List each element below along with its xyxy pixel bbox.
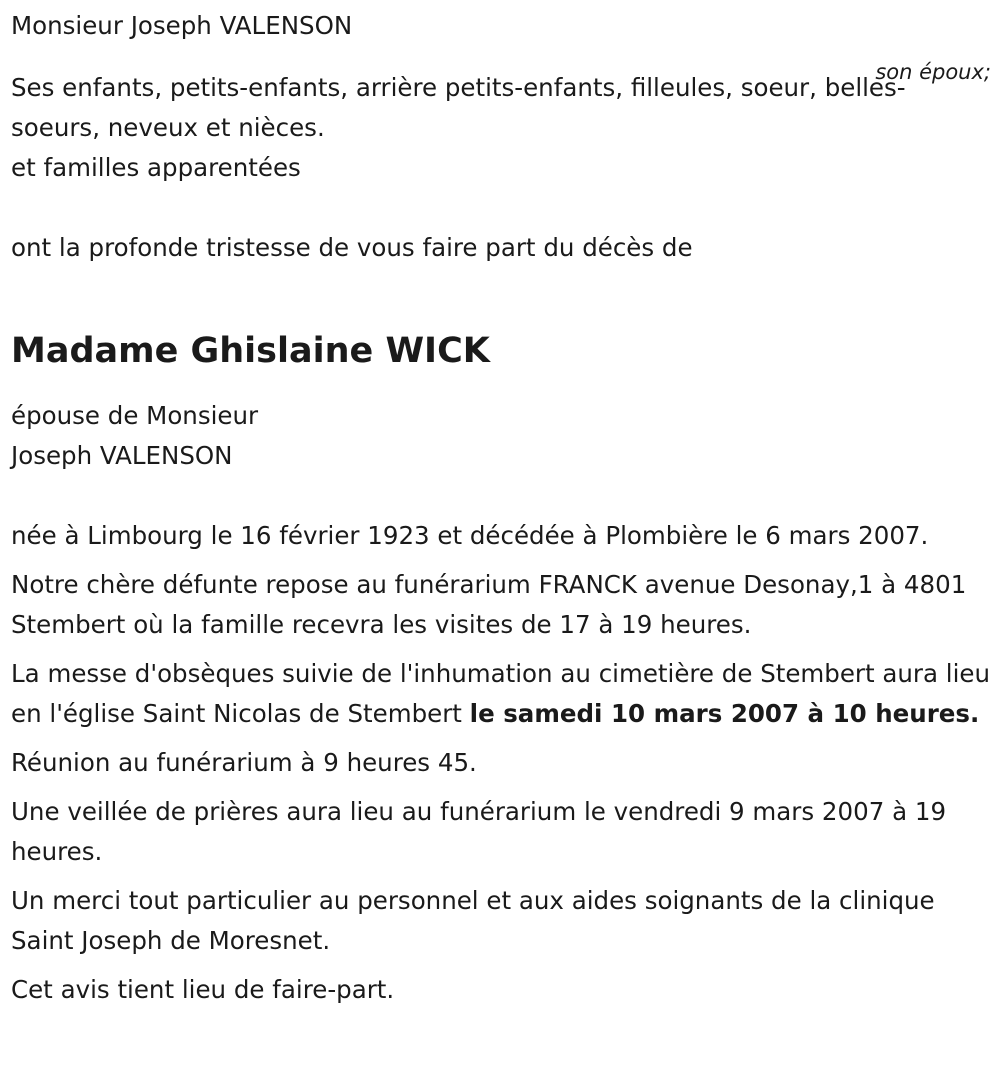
funeral-mass-date: le samedi 10 mars 2007 à 10 heures. — [469, 699, 980, 728]
deceased-name: Madame Ghislaine WICK — [11, 331, 490, 372]
family-line-2: soeurs, neveux et nièces. — [11, 113, 325, 142]
funeral-mass-text: La messe d'obsèques suivie de l'inhumation au cimetière de Stembert aura lieu en l'église Saint Nicolas de Stembert — [11, 659, 991, 728]
meeting-info: Réunion au funérarium à 9 heures 45. — [11, 748, 477, 777]
family-line-1: Ses enfants, petits-enfants, arrière petits-enfants, filleules, soeur, belles- — [11, 73, 906, 102]
family-line-3: et familles apparentées — [11, 153, 301, 182]
funeral-details — [11, 516, 991, 1019]
deceased-spouse-line-1: épouse de Monsieur — [11, 401, 259, 430]
vigil-info: Une veillée de prières aura lieu au funérarium le vendredi 9 mars 2007 à 19 heures. — [11, 797, 947, 866]
deceased-spouse — [11, 396, 258, 476]
thanks-note: Un merci tout particulier au personnel et aux aides soignants de la clinique Saint Joseph de Moresnet. — [11, 886, 935, 955]
spouse-name: Monsieur Joseph VALENSON — [11, 11, 353, 40]
family-list — [11, 68, 986, 188]
birth-death-dates: née à Limbourg le 16 février 1923 et décédée à Plombière le 6 mars 2007. — [11, 521, 929, 550]
deceased-spouse-line-2: Joseph VALENSON — [11, 441, 233, 470]
closing-note: Cet avis tient lieu de faire-part. — [11, 975, 395, 1004]
announcement-intro: ont la profonde tristesse de vous faire part du décès de — [11, 233, 693, 262]
funeral-mass-info — [11, 654, 991, 734]
funeral-home-info: Notre chère défunte repose au funérarium FRANCK avenue Desonay,1 à 4801 Stembert où la famille recevra les visites de 17 à 19 heures. — [11, 570, 967, 639]
spouse-role: son époux; — [875, 60, 991, 84]
